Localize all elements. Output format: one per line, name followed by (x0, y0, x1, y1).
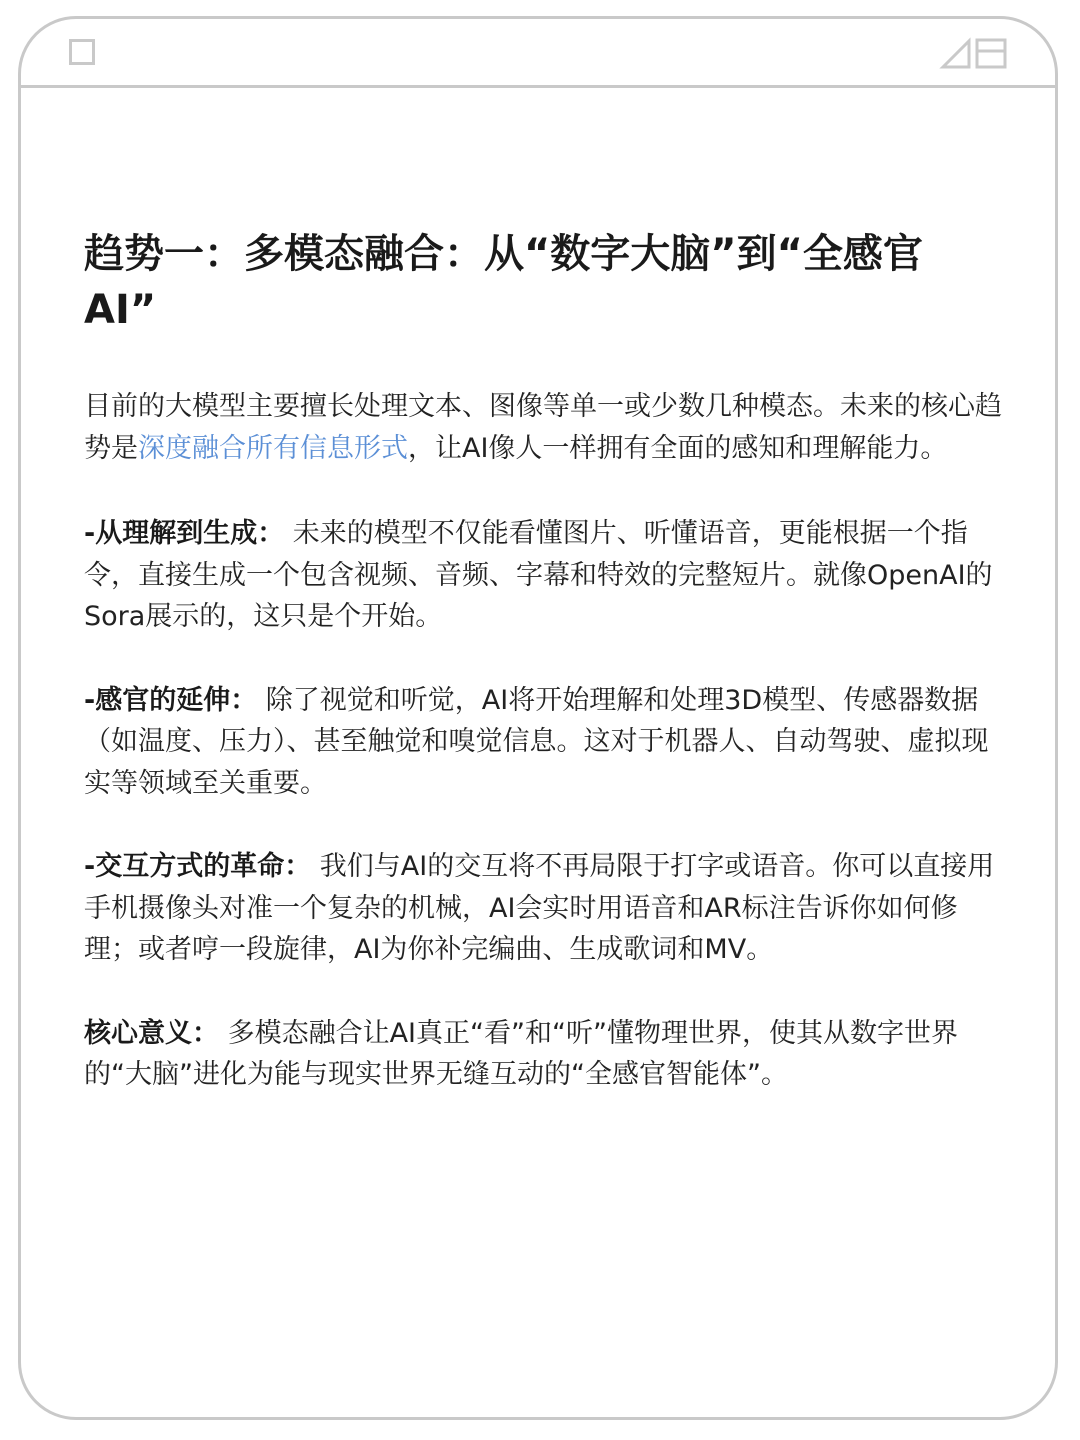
section-lead: -感官的延伸： (84, 684, 258, 716)
intro-text-after: ，让AI像人一样拥有全面的感知和理解能力。 (408, 432, 948, 464)
section-understanding-to-generation (84, 513, 1004, 638)
intro-paragraph (84, 386, 1004, 469)
section-body: 除了视觉和听觉，AI将开始理解和处理3D模型、传感器数据（如温度、压力）、甚至触觉和嗅觉信息。这对于机器人、自动驾驶、虚拟现实等领域至关重要。 (84, 684, 989, 799)
triangle-square-icon (939, 37, 1009, 69)
section-body: 多模态融合让AI真正“看”和“听”懂物理世界，使其从数字世界的“大脑”进化为能与现实世界无缝互动的“全感官智能体”。 (84, 1017, 958, 1090)
section-body: 未来的模型不仅能看懂图片、听懂语音，更能根据一个指令，直接生成一个包含视频、音频、字幕和特效的完整短片。就像OpenAI的Sora展示的，这只是个开始。 (84, 518, 993, 632)
section-sensory-extension (84, 680, 1004, 805)
section-body: 我们与AI的交互将不再局限于打字或语音。你可以直接用手机摄像头对准一个复杂的机械，AI会实时用语音和AR标注告诉你如何修理；或者哼一段旋律，AI为你补完编曲、生成歌词和MV。 (84, 851, 995, 965)
section-lead: -交互方式的革命： (84, 851, 312, 882)
intro-highlight: 深度融合所有信息形式 (138, 432, 408, 464)
section-lead: -从理解到生成： (84, 518, 285, 549)
section-lead: 核心意义： (84, 1017, 219, 1049)
square-icon (69, 39, 95, 65)
page-title: 趋势一：多模态融合：从“数字大脑”到“全感官AI” (84, 231, 923, 333)
section-interaction-revolution (84, 846, 1004, 971)
window-top-bar (21, 19, 1055, 88)
article-content (84, 226, 1004, 1138)
section-core-meaning (84, 1013, 1004, 1096)
intro-text-before: 目前的大模型主要擅长处理文本、图像等单一或少数几种模态。未来的核心趋势是 (84, 391, 1002, 464)
